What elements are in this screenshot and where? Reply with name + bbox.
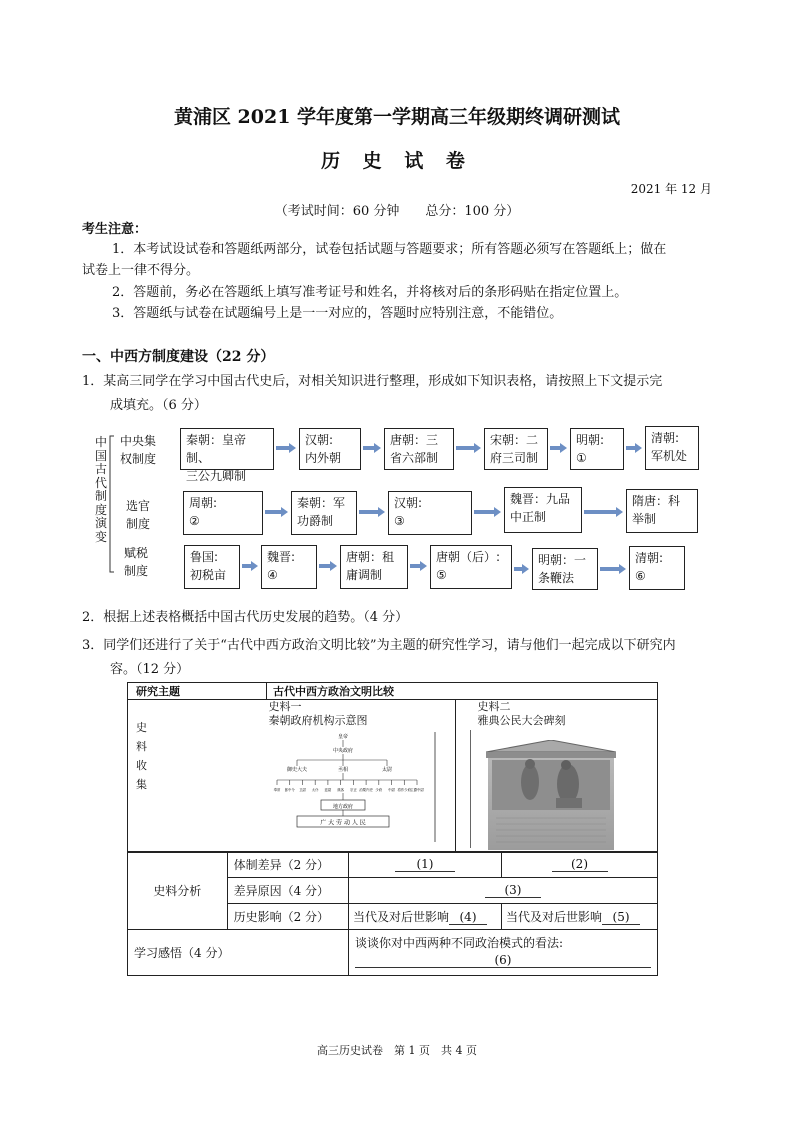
analysis-label: 史料分析	[128, 852, 228, 930]
exam-time-score: （考试时间：60 分钟 总分：100 分）	[274, 204, 520, 219]
impact-prefix-b: 当代及对后世影响	[506, 910, 603, 924]
blank-1[interactable]: (1)	[395, 857, 455, 872]
arrow	[319, 561, 337, 571]
chart-left-office: 御史大夫	[286, 767, 307, 773]
chart-local-gov: 地方政府	[332, 804, 353, 810]
chart-people: 广 大 劳 动 人 民	[319, 819, 366, 827]
question-3: 3．同学们还进行了关于“古代中西方政治文明比较”为主题的研究性学习，请与他们一起完成以下研究内	[82, 638, 676, 653]
blank-2[interactable]: (2)	[552, 857, 608, 872]
chart-office: 廷尉	[324, 788, 331, 792]
chart-office: 太仆	[311, 788, 319, 792]
chart-office: 主爵中尉	[409, 788, 424, 792]
arrow	[276, 443, 296, 453]
question-2: 2．根据上述表格概括中国古代历史发展的趋势。（4 分）	[82, 610, 409, 625]
chart-office: 奉常	[273, 788, 280, 792]
collect-label: 史 料 收 集	[136, 721, 147, 791]
notice-heading: 考生注意：	[82, 222, 148, 237]
box-ming-tax: 明朝：一 条鞭法	[532, 548, 598, 590]
chart-office: 治粟内史	[358, 788, 373, 792]
exam-subtitle: 历 史 试 卷	[321, 150, 473, 172]
reflection-label: 学习感悟（4 分）	[128, 930, 349, 976]
question-1-cont: 成填充。（6 分）	[110, 398, 207, 413]
blank-4-cell	[348, 904, 501, 930]
chart-middle-office: 丞相	[337, 767, 348, 773]
box-qing-central: 清朝: 军机处	[645, 426, 699, 470]
chart-central: 中央政府	[332, 748, 353, 754]
box-lu-tax: 鲁国: 初税亩	[184, 545, 240, 589]
box-song-central: 宋朝：二 府三司制	[484, 428, 548, 470]
source2-caption: 雅典公民大会碑刻	[477, 714, 566, 727]
exam-title: 黄浦区 2021 学年度第一学期高三年级期终调研测试	[173, 106, 621, 128]
notice-item-2: 2．答题前，务必在答题纸上填写准考证号和姓名，并将核对后的条形码贴在指定位置上。	[112, 285, 628, 300]
source1-cell	[267, 700, 456, 853]
athens-stele-image	[486, 740, 616, 850]
row-label-impact: 历史影响（2 分）	[227, 904, 348, 930]
arrow	[550, 443, 567, 453]
study-table-top	[127, 682, 658, 853]
chart-office: 郎中令	[284, 788, 295, 792]
box-han-officials: 汉朝: ③	[388, 491, 472, 535]
topic-value: 古代中西方政治文明比较	[267, 683, 658, 700]
chart-office: 卫尉	[298, 788, 306, 792]
question-3-cont: 容。（12 分）	[110, 662, 190, 677]
box-qing-tax: 清朝: ⑥	[629, 546, 685, 590]
box-weijin-tax: 魏晋: ④	[261, 545, 317, 589]
notice-item-1-cont: 试卷上一律不得分。	[82, 263, 200, 278]
chart-right-office: 太尉	[381, 767, 392, 773]
blank-5-cell	[502, 904, 658, 930]
blank-2-cell	[502, 852, 658, 878]
blank-1-cell	[348, 852, 501, 878]
row-label-diff-reason: 差异原因（4 分）	[227, 878, 348, 904]
chart-office: 典客	[336, 788, 344, 792]
chart-office: 中尉	[387, 788, 395, 792]
arrow	[600, 564, 626, 574]
source1-title: 史料一	[268, 700, 302, 713]
chart-emperor: 皇帝	[337, 734, 348, 740]
box-zhou-officials: 周朝: ②	[183, 491, 263, 535]
row-label-officials: 选官 制度	[126, 499, 151, 531]
source2-title: 史料二	[477, 700, 511, 713]
arrow	[265, 507, 288, 517]
arrow	[584, 507, 623, 517]
diagram-vertical-label: 中 国 古 代 制 度 演 变	[94, 435, 107, 544]
arrow	[363, 443, 381, 453]
page-footer: 高三历史试卷 第 1 页 共 4 页	[317, 1044, 477, 1057]
arrow	[359, 507, 385, 517]
box-weijin-officials: 魏晋：九品 中正制	[504, 487, 582, 533]
blank-3-cell	[348, 878, 657, 904]
chart-office: 将作少府	[396, 788, 411, 792]
box-tang-tax: 唐朝：租 庸调制	[340, 545, 408, 589]
box-han-central: 汉朝: 内外朝	[299, 428, 361, 470]
box-ming-central: 明朝: ①	[570, 428, 624, 470]
box-tang-central: 唐朝：三 省六部制	[384, 428, 454, 470]
arrow	[242, 561, 258, 571]
collect-label-cell	[128, 700, 267, 853]
chart-office: 少府	[374, 788, 382, 792]
box-suitang-officials: 隋唐：科 举制	[626, 489, 698, 533]
reflection-prompt: 谈谈你对中西两种不同政治模式的看法:	[354, 936, 564, 950]
source1-caption: 秦朝政府机构示意图	[268, 714, 368, 727]
arrow	[410, 561, 427, 571]
section-heading: 一、中西方制度建设（22 分）	[82, 349, 275, 365]
box-tang-later-tax: 唐朝（后）: ⑤	[430, 545, 512, 589]
row-label-system-diff: 体制差异（2 分）	[227, 852, 348, 878]
blank-3[interactable]: (3)	[485, 883, 541, 898]
notice-item-1: 1．本考试设试卷和答题纸两部分，试卷包括试题与答题要求；所有答题必须写在答题纸上；做在	[112, 242, 667, 257]
blank-6[interactable]: (6)	[355, 953, 651, 968]
row-label-central: 中央集 权制度	[120, 434, 157, 466]
reflection-cell	[348, 930, 657, 976]
arrow	[514, 564, 529, 574]
question-1: 1．某高三同学在学习中国古代史后，对相关知识进行整理，形成如下知识表格，请按照上下文提示完	[82, 374, 663, 389]
blank-5[interactable]: (5)	[602, 910, 640, 925]
arrow	[456, 443, 481, 453]
notice-item-3: 3．答题纸与试卷在试题编号上是一一对应的，答题时应特别注意，不能错位。	[112, 306, 563, 321]
arrow	[474, 507, 501, 517]
topic-label: 研究主题	[128, 683, 267, 700]
qin-government-chart	[267, 730, 453, 850]
exam-date: 2021 年 12 月	[630, 182, 712, 196]
row-label-tax: 赋税 制度	[124, 546, 149, 578]
impact-prefix-a: 当代及对后世影响	[352, 910, 449, 924]
arrow	[626, 443, 642, 453]
bracket-line	[110, 436, 114, 572]
box-qin-central: 秦朝：皇帝制、 三公九卿制	[180, 428, 274, 470]
box-qin-officials: 秦朝：军 功爵制	[291, 491, 357, 535]
study-table-analysis	[127, 851, 658, 976]
source2-cell	[455, 700, 658, 853]
chart-office: 宗正	[349, 788, 357, 792]
blank-4[interactable]: (4)	[449, 910, 487, 925]
